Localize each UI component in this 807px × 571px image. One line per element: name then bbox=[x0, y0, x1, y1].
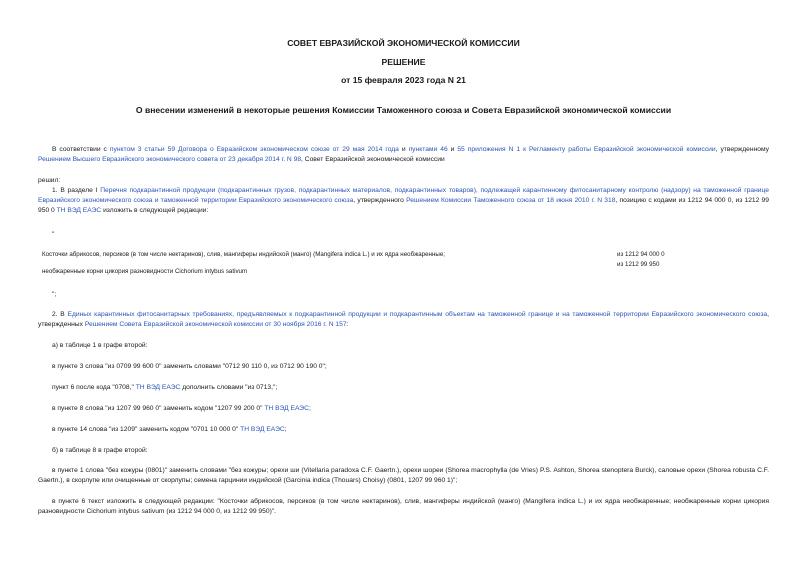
item2-text-2: , утвержденных bbox=[38, 311, 769, 328]
decision-98-link[interactable]: Решением Высшего Евразийского экономического совета от 23 декабря 2014 г. N 98 bbox=[38, 156, 302, 163]
decided-label: решил: bbox=[38, 177, 61, 184]
quote-open: " bbox=[52, 231, 55, 238]
item2-text-3: : bbox=[346, 321, 349, 328]
a4-text-1: в пункте 14 слова "из 1209" заменить кодом "0701 10 000 0" bbox=[52, 426, 241, 433]
item1-text-4: изложить в следующей редакции: bbox=[101, 207, 209, 214]
quarantine-list-link[interactable]: Перечня подкарантинной продукции (подкарантинных грузов, подкарантинных материалов, подкарантинных товаров), подлежащей карантинному фитосанитарному контролю (надзору) на таможенной границе Евразийского экономического союза и таможенной территории Евразийского экономического союза bbox=[38, 187, 769, 204]
tn-ved-link[interactable]: ТН ВЭД ЕАЭС bbox=[264, 405, 309, 412]
table-row-1-code: из 1212 94 000 0 bbox=[617, 251, 665, 258]
subitem-b-point-6: в пункте 6 текст изложить в следующей редакции: "Косточки абрикосов, персиков (в том числе нектаринов), слив, мангиферы индийской (манго) (Mangifera indica L.) и их ядра необжаренные; необжаренные корни цикория разновидности Cichorium intybus sativum (из 1212 94 000 0, из 1212 99 950)". bbox=[38, 498, 769, 515]
a3-text-1: в пункте 8 слова "из 1207 99 960 0" заменить кодом "1207 99 200 0" bbox=[52, 405, 265, 412]
phyto-requirements-link[interactable]: Единых карантинных фитосанитарных требованиях, предъявляемых к подкарантинной продукции и подкарантинным объектам на таможенной границе и на таможенной территории Евразийского экономического союза bbox=[67, 311, 768, 318]
regulation-link[interactable]: 55 приложения N 1 к Регламенту работы Евразийской экономической комиссии bbox=[457, 146, 716, 153]
table-row-1-name: Косточки абрикосов, персиков (в том числе нектаринов), слив, мангиферы индийской (манго) (Mangifera indica L.) и их ядра необжаренные; bbox=[42, 251, 445, 258]
item1-text-2: , утвержденного bbox=[353, 197, 407, 204]
table-row-2-code: из 1212 99 950 bbox=[617, 261, 660, 268]
tn-ved-link[interactable]: ТН ВЭД ЕАЭС bbox=[240, 426, 285, 433]
document-title: О внесении изменений в некоторые решения Комиссии Таможенного союза и Совета Евразийской экономической комиссии bbox=[135, 105, 672, 115]
header-date: от 15 февраля 2023 года N 21 bbox=[341, 75, 466, 85]
a4-text-2: ; bbox=[284, 426, 287, 433]
item1-text-1: 1. В разделе I bbox=[52, 187, 101, 194]
tn-ved-link[interactable]: ТН ВЭД ЕАЭС bbox=[56, 207, 102, 214]
treaty-link[interactable]: пунктом 3 статьи 59 Договора о Евразийском экономическом союзе от 29 мая 2014 года bbox=[109, 146, 399, 153]
table-row-2-name: необжаренные корни цикория разновидности Cichorium intybus sativum bbox=[42, 268, 248, 275]
header-doc-type: РЕШЕНИЕ bbox=[381, 57, 426, 67]
intro-text-4: , утвержденному bbox=[715, 146, 769, 153]
item-1-paragraph bbox=[38, 186, 769, 216]
a3-text-2: ; bbox=[308, 405, 311, 412]
subitem-b-point-1: в пункте 1 слова "без кожуры (0801)" заменить словами "без кожуры; орехи ши (Vitellaria paradoxa C.F. Gaertn.), орехи шореи (Shorea macrophylla (de Vries) P.S. Ashton, Shorea stenoptera Burck), саловые орехи (Shorea robusta C.F. Gaertn.), в скорлупе или очищенные от скорлупы; семена гарцинии индийской (Garcinia indica (Thouars) Choisy) (0801, 1207 99 960 1)"; bbox=[38, 467, 769, 484]
subitem-a-point-3: в пункте 3 слова "из 0709 99 600 0" заменить словами "0712 90 110 0, из 0712 90 190 0"; bbox=[52, 363, 327, 370]
intro-text-1: В соответствии с bbox=[52, 146, 110, 153]
header-org: СОВЕТ ЕВРАЗИЙСКОЙ ЭКОНОМИЧЕСКОЙ КОМИССИИ bbox=[287, 38, 520, 48]
intro-paragraph bbox=[38, 145, 769, 165]
intro-text-5: , Совет Евразийской экономической комиссии bbox=[301, 156, 445, 163]
intro-text-2: и bbox=[398, 146, 409, 153]
a2-text-1: пункт 6 после кода "0708," bbox=[52, 384, 136, 391]
tn-ved-link[interactable]: ТН ВЭД ЕАЭС bbox=[135, 384, 181, 391]
decision-318-link[interactable]: Решением Комиссии Таможенного союза от 18 июня 2010 г. N 318 bbox=[406, 197, 616, 204]
decision-157-link[interactable]: Решением Совета Евразийской экономической комиссии от 30 ноября 2016 г. N 157 bbox=[84, 321, 347, 328]
item-2-paragraph bbox=[38, 310, 769, 330]
item2-text-1: 2. В bbox=[52, 311, 68, 318]
a2-text-2: дополнить словами "из 0713,"; bbox=[180, 384, 278, 391]
points-46-link[interactable]: пунктами 46 bbox=[408, 146, 448, 153]
quote-close: "; bbox=[52, 291, 57, 298]
subitem-a-point-14 bbox=[38, 425, 769, 435]
subitem-a: а) в таблице 1 в графе второй: bbox=[52, 342, 148, 349]
intro-text-3: и bbox=[447, 146, 458, 153]
subitem-a-point-6 bbox=[38, 383, 769, 393]
subitem-b: б) в таблице 8 в графе второй: bbox=[52, 447, 148, 454]
item1-text-3: , позицию с кодами из 1212 94 000 0, из 1212 99 950 0 bbox=[38, 197, 769, 214]
subitem-a-point-8 bbox=[38, 404, 769, 414]
